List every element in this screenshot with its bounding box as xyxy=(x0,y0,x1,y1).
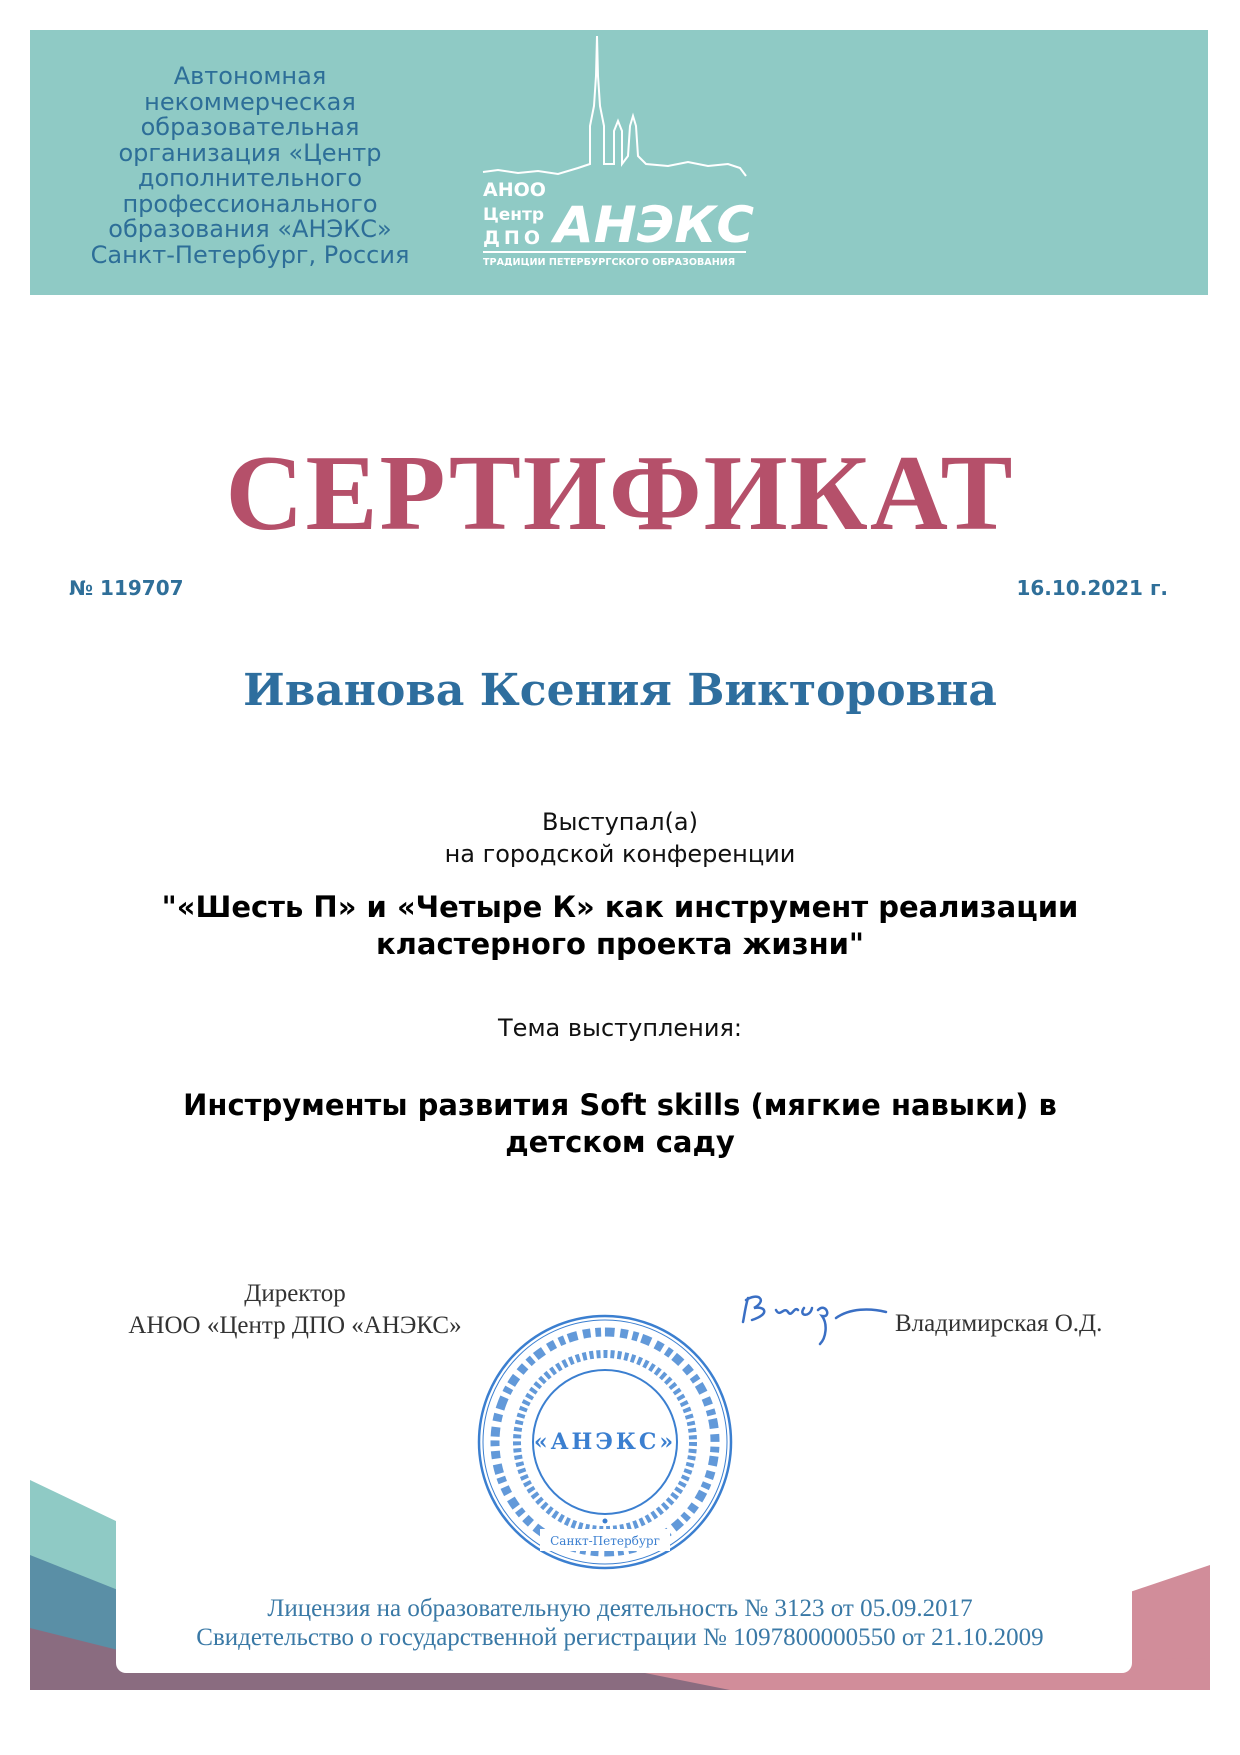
logo-anoo: АНОО xyxy=(483,179,546,201)
organization-label: АНОО «Центр ДПО «АНЭКС» xyxy=(128,1312,462,1339)
action-label: Выступал(а) xyxy=(542,808,698,836)
registration-line: Свидетельство о государственной регистрации № 1097800000550 от 21.10.2009 xyxy=(196,1624,1044,1651)
topic-line: Инструменты развития Soft skills (мягкие навыки) в xyxy=(183,1088,1057,1122)
org-line: образовательная xyxy=(140,113,360,141)
signer-position xyxy=(125,1278,465,1342)
org-line: образования «АНЭКС» xyxy=(108,215,392,243)
position-label: Директор xyxy=(244,1280,346,1307)
official-stamp xyxy=(474,1311,736,1573)
org-line: организация «Центр xyxy=(118,138,382,167)
event-title-line: "«Шесть П» и «Четыре К» как инструмент реализации xyxy=(161,890,1079,924)
stamp-city: Санкт-Петербург xyxy=(550,1534,660,1548)
logo-dpo: ДПО xyxy=(483,227,544,249)
event-intro: на городской конференции xyxy=(444,840,796,868)
event-title-line: кластерного проекта жизни" xyxy=(375,927,865,961)
anex-logo xyxy=(478,36,768,266)
org-line: Санкт-Петербург, Россия xyxy=(90,240,410,269)
license-line: Лицензия на образовательную деятельность № 3123 от 05.09.2017 xyxy=(267,1595,973,1622)
topic-title xyxy=(0,1087,1240,1161)
org-line: Автономная xyxy=(173,62,327,90)
certificate-number: № 119707 xyxy=(69,576,184,600)
recipient-name: Иванова Ксения Викторовна xyxy=(243,665,997,716)
org-line: дополнительного xyxy=(137,164,363,192)
event-title xyxy=(0,889,1240,963)
handwritten-signature xyxy=(740,1288,890,1352)
topic-line: детском саду xyxy=(505,1125,735,1159)
license-info xyxy=(0,1594,1240,1652)
logo-brand: АНЭКС xyxy=(549,196,755,254)
certificate-date: 16.10.2021 г. xyxy=(1016,576,1168,600)
org-line: некоммерческая xyxy=(144,87,356,116)
topic-label: Тема выступления: xyxy=(498,1014,742,1042)
participation-text xyxy=(0,806,1240,870)
stamp-center-text: «АНЭКС» xyxy=(533,1429,677,1455)
signer-name: Владимирская О.Д. xyxy=(895,1310,1103,1337)
org-line: профессионального xyxy=(122,189,378,218)
logo-center: Центр xyxy=(483,205,545,225)
certificate-title: СЕРТИФИКАТ xyxy=(225,434,1015,553)
organization-name xyxy=(60,64,440,268)
logo-tagline: ТРАДИЦИИ ПЕТЕРБУРГСКОГО ОБРАЗОВАНИЯ xyxy=(483,257,736,266)
